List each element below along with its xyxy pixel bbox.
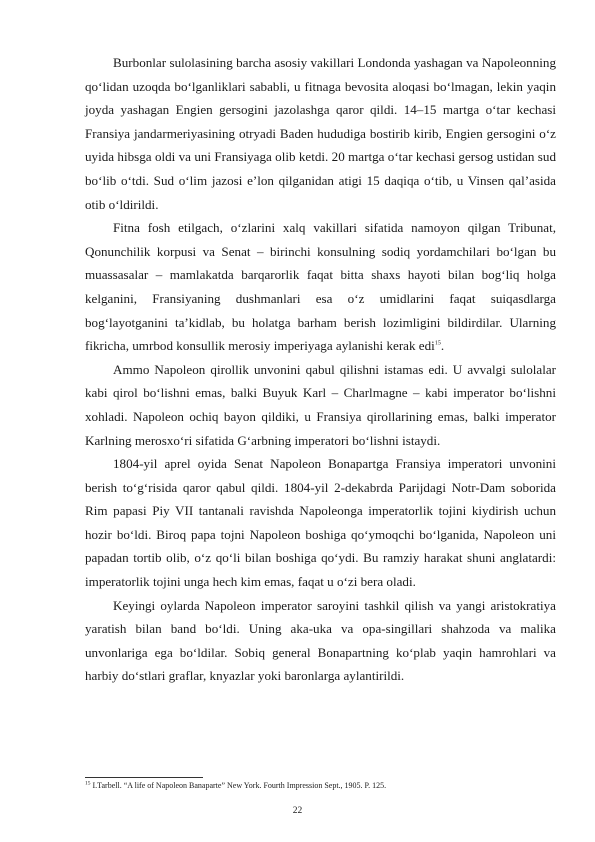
paragraph-2-end: . [440,338,445,354]
page-number: 22 [292,806,303,816]
paragraph-2-text: Fitna fosh etilgach, o‘zlarini xalq vakillari sifatida namoyon qilgan Tribunat, Qonunchilik korpusi va Senat – birinchi konsulning sodiq yordamchilari bo‘lgan bu muassasalar – mamlakatda barqarorlik faqat bitta shaxs hayoti bilan bog‘liq holga kelganini, Fransiyaning dushmanlari esa o‘z umidlarini faqat suiqasdlarga bog‘layotganini ta’kidlab, bu holatga barham berish lozimligini bildirdilar. Ularning fikricha, umrbod konsullik merosiy imperiyaga aylanishi kerak edi [85,220,556,354]
paragraph-1: Burbonlar sulolasining barcha asosiy vakillari Londonda yashagan va Napoleonning qo‘lidan uzoqda bo‘lganliklari sababli, u fitnaga bevosita aloqasi bo‘lmagan, lekin yaqin joyda yashagan Engien gersogini jazolashga qaror qildi. 14–15 martga o‘tar kechasi Fransiya jandarmeriyasining otryadi Baden hududiga bostirib kirib, Engien gersogini o‘z uyida hibsga oldi va uni Fransiyaga olib ketdi. 20 martga o‘tar kechasi gersog ustidan sud bo‘lib o‘tdi. Sud o‘lim jazosi e’lon qilganidan atigi 15 daqiqa o‘tib, u Vinsen qal’asida otib o‘ldirildi. [85,55,556,212]
paragraph-2 [85,216,556,358]
paragraph-4: 1804-yil aprel oyida Senat Napoleon Bonapartga Fransiya imperatori unvonini berish to‘g‘risida qaror qabul qildi. 1804-yil 2-dekabrda Parijdagi Notr-Dam soborida Rim papasi Piy VII tantanali ravishda Napoleonga imperatorlik tojini kiydirish uchun hozir bo‘ldi. Biroq papa tojni Napoleon boshiga qo‘ymoqchi bo‘lganida, Napoleon uni papadan tortib olib, o‘z qo‘li bilan boshiga qo‘ydi. Bu ramziy harakat shuni anglatardi: imperatorlik tojini unga hech kim emas, faqat u o‘zi bera oladi. [85,456,556,590]
footnote-number: 15 [85,780,91,787]
footnote [85,780,556,791]
paragraph-5: Keyingi oylarda Napoleon imperator saroyini tashkil qilish va yangi aristokratiya yaratish bilan band bo‘ldi. Uning aka-uka va opa-singillari shahzoda va malika unvonlariga ega bo‘ldilar. Sobiq general Bonapartning ko‘plab yaqin hamrohlari va harbiy do‘stlari graflar, knyazlar yoki baronlarga aylantirildi. [85,597,556,684]
footnote-divider [85,777,203,778]
footnote-text: I.Tarbell. “A life of Napoleon Banaparte” New York. Fourth Impression Sept., 1905. P. 125. [90,781,387,790]
document-body [85,51,556,688]
paragraph-3: Ammo Napoleon qirollik unvonini qabul qilishni istamas edi. U avvalgi sulolalar kabi qirol bo‘lishni emas, balki Buyuk Karl – Charlmagne – kabi imperator bo‘lishni xohladi. Napoleon ochiq bayon qildiki, u Fransiya qirollarining emas, balki imperator Karlning merosxo‘ri sifatida G‘arbning imperatori bo‘lishni istaydi. [85,361,556,448]
footnote-reference[interactable]: 15 [434,340,441,347]
